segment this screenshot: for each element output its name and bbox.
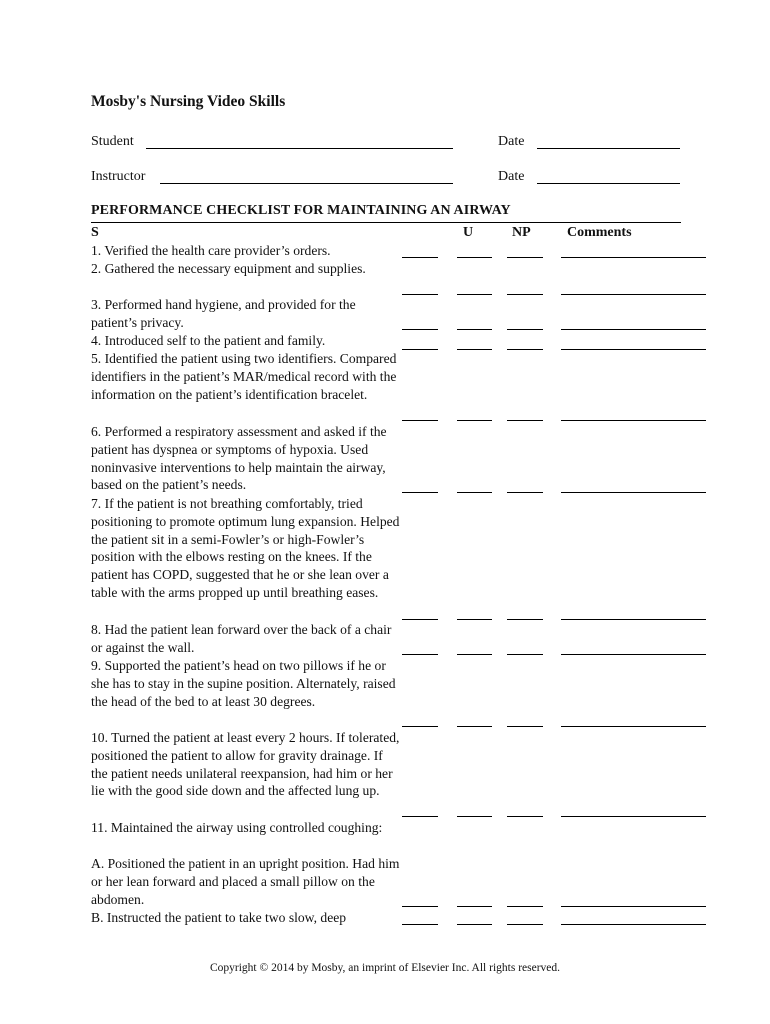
blank-np-row-3[interactable] xyxy=(507,329,543,330)
checklist-step-10: 10. Turned the patient at least every 2 hours. If tolerated, positioned the patient to allow for gravity drainage. If the patient needs unilateral reexpansion, had him or her lie with the good side down and the affected lung up. xyxy=(91,730,400,799)
checklist-step-6: 6. Performed a respiratory assessment and asked if the patient has dyspnea or symptoms of hypoxia. Used noninvasive interventions to help maintain the airway, based on the patient’s needs. xyxy=(91,424,387,493)
blank-np-row-6[interactable] xyxy=(507,492,543,493)
blank-s-row-11[interactable] xyxy=(402,906,438,907)
student-date-field[interactable] xyxy=(537,148,680,149)
blank-np-row-8[interactable] xyxy=(507,654,543,655)
checklist-step-11a: A. Positioned the patient in an upright position. Had him or her lean forward and placed a small pillow on the abdomen. xyxy=(91,856,400,907)
copyright-footer: Copyright © 2014 by Mosby, an imprint of Elsevier Inc. All rights reserved. xyxy=(209,962,561,974)
instructor-label: Instructor xyxy=(91,169,146,184)
column-header-np: NP xyxy=(512,225,531,240)
blank-s-row-2[interactable] xyxy=(402,294,438,295)
page-title: Mosby's Nursing Video Skills xyxy=(91,93,286,110)
blank-comments-row-2[interactable] xyxy=(561,294,706,295)
blank-s-row-7[interactable] xyxy=(402,619,438,620)
blank-u-row-3[interactable] xyxy=(457,329,492,330)
blank-comments-row-11[interactable] xyxy=(561,906,706,907)
instructor-date-field[interactable] xyxy=(537,183,680,184)
blank-u-row-12[interactable] xyxy=(457,924,492,925)
blank-s-row-9[interactable] xyxy=(402,726,438,727)
checklist-step-8: 8. Had the patient lean forward over the back of a chair or against the wall. xyxy=(91,622,392,655)
blank-u-row-2[interactable] xyxy=(457,294,492,295)
blank-u-row-5[interactable] xyxy=(457,420,492,421)
blank-s-row-12[interactable] xyxy=(402,924,438,925)
blank-np-row-12[interactable] xyxy=(507,924,543,925)
blank-np-row-2[interactable] xyxy=(507,294,543,295)
date-label: Date xyxy=(498,134,525,149)
blank-s-row-5[interactable] xyxy=(402,420,438,421)
checklist-step-5: 5. Identified the patient using two identifiers. Compared identifiers in the patient’s MAR/medical record with the information on the patient’s identification bracelet. xyxy=(91,351,397,402)
student-field[interactable] xyxy=(146,148,453,149)
student-label: Student xyxy=(91,134,134,149)
blank-comments-row-7[interactable] xyxy=(561,619,706,620)
column-header-u: U xyxy=(463,225,474,240)
blank-u-row-6[interactable] xyxy=(457,492,492,493)
blank-comments-row-8[interactable] xyxy=(561,654,706,655)
blank-comments-row-6[interactable] xyxy=(561,492,706,493)
checklist-step-1: 1. Verified the health care provider’s orders. xyxy=(91,243,331,258)
blank-s-row-10[interactable] xyxy=(402,816,438,817)
blank-u-row-8[interactable] xyxy=(457,654,492,655)
checklist-step-3: 3. Performed hand hygiene, and provided for the patient’s privacy. xyxy=(91,297,356,330)
instructor-field[interactable] xyxy=(160,183,453,184)
blank-s-row-6[interactable] xyxy=(402,492,438,493)
checklist-step-9: 9. Supported the patient’s head on two pillows if he or she has to stay in the supine position. Alternately, raised the head of the bed to at least 30 degrees. xyxy=(91,658,396,709)
blank-comments-row-4[interactable] xyxy=(561,349,706,350)
blank-comments-row-10[interactable] xyxy=(561,816,706,817)
blank-s-row-1[interactable] xyxy=(402,257,438,258)
date-label-2: Date xyxy=(498,169,525,184)
blank-s-row-3[interactable] xyxy=(402,329,438,330)
blank-comments-row-1[interactable] xyxy=(561,257,706,258)
blank-u-row-7[interactable] xyxy=(457,619,492,620)
blank-np-row-5[interactable] xyxy=(507,420,543,421)
checklist-step-11: 11. Maintained the airway using controlled coughing: xyxy=(91,820,383,835)
blank-comments-row-12[interactable] xyxy=(561,924,706,925)
checklist-step-4: 4. Introduced self to the patient and family. xyxy=(91,333,326,348)
blank-np-row-9[interactable] xyxy=(507,726,543,727)
column-header-comments: Comments xyxy=(567,225,632,240)
blank-u-row-10[interactable] xyxy=(457,816,492,817)
checklist-step-11b: B. Instructed the patient to take two slow, deep xyxy=(91,910,347,925)
blank-s-row-8[interactable] xyxy=(402,654,438,655)
blank-u-row-11[interactable] xyxy=(457,906,492,907)
blank-np-row-11[interactable] xyxy=(507,906,543,907)
checklist-heading: PERFORMANCE CHECKLIST FOR MAINTAINING AN AIRWAY xyxy=(91,203,511,218)
blank-np-row-7[interactable] xyxy=(507,619,543,620)
blank-np-row-10[interactable] xyxy=(507,816,543,817)
blank-comments-row-3[interactable] xyxy=(561,329,706,330)
blank-np-row-1[interactable] xyxy=(507,257,543,258)
checklist-step-2: 2. Gathered the necessary equipment and supplies. xyxy=(91,261,366,276)
column-header-s: S xyxy=(91,225,99,240)
checklist-step-7: 7. If the patient is not breathing comfortably, tried positioning to promote optimum lung expansion. Helped the patient sit in a semi-Fowler’s or high-Fowler’s position with the elbows resting on the knees. If the patient has COPD, suggested that he or she lean over a table with the arms propped up until breathing eases. xyxy=(91,496,400,600)
blank-comments-row-5[interactable] xyxy=(561,420,706,421)
blank-comments-row-9[interactable] xyxy=(561,726,706,727)
heading-divider xyxy=(91,222,681,223)
blank-s-row-4[interactable] xyxy=(402,349,438,350)
blank-np-row-4[interactable] xyxy=(507,349,543,350)
blank-u-row-1[interactable] xyxy=(457,257,492,258)
blank-u-row-9[interactable] xyxy=(457,726,492,727)
blank-u-row-4[interactable] xyxy=(457,349,492,350)
